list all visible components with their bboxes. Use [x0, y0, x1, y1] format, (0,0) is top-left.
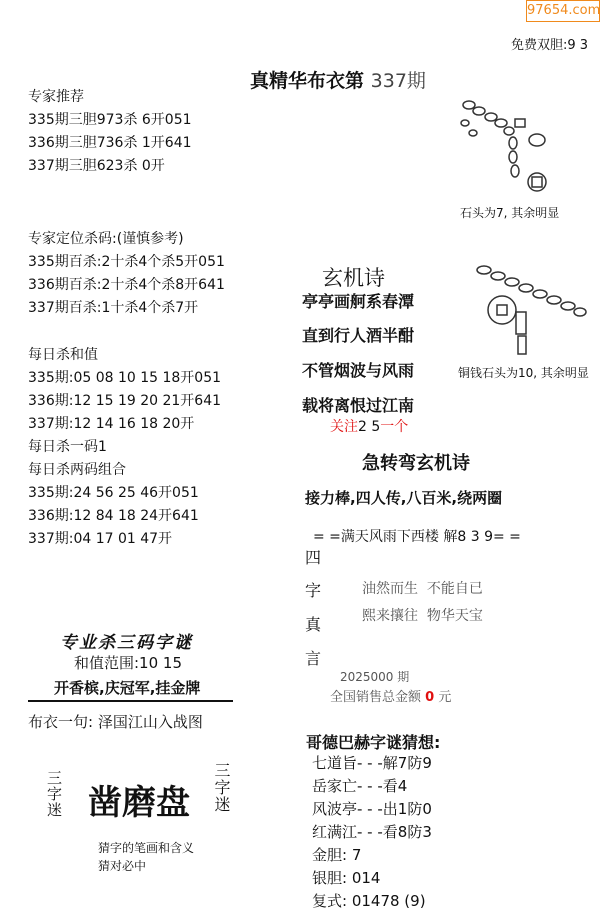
four-words-char: 四 — [305, 548, 322, 567]
sales-issue: 2025000 期 — [340, 670, 410, 684]
goethe-row: 银胆: 014 — [312, 869, 381, 887]
title-issue: 337期 — [370, 70, 426, 92]
daily-kill-two-heading: 每日杀两码组合 — [28, 462, 126, 478]
sales-label: 全国销售总金额 — [330, 690, 422, 705]
goethe-list — [312, 752, 432, 913]
goethe-row: 金胆: 7 — [312, 846, 362, 864]
poem-line: 直到行人酒半酣 — [302, 326, 415, 345]
goethe-row: 岳家亡- - -看4 — [312, 777, 408, 795]
daily-kill-sum-row: 337期:12 14 16 18 20开 — [28, 416, 195, 432]
turn-poem-line: 接力棒,四人传,八百米,绕两圈 — [305, 489, 503, 507]
daily-kill-one: 每日杀一码1 — [28, 439, 107, 455]
riddle-hint: 猜字的笔画和含义 — [98, 841, 195, 855]
expert-heading: 专家推荐 — [28, 89, 84, 105]
poem-line: 不管烟波与风雨 — [302, 361, 415, 380]
expert-row: 337期三胆623杀 0开 — [28, 158, 165, 174]
sales-unit: 元 — [438, 690, 452, 705]
position-kill-section — [28, 228, 225, 320]
sales-total — [330, 686, 451, 705]
goethe-row: 风波亭- - -出1防0 — [312, 800, 432, 818]
site-watermark: 97654.com — [526, 0, 600, 22]
goethe-row: 红满江- - -看8防3 — [312, 823, 432, 841]
turn-poem-title: 急转弯玄机诗 — [362, 453, 470, 474]
sum-range: 和值范围:10 15 — [74, 654, 182, 672]
buyi-line: 布衣一句: 泽国江山入战图 — [28, 713, 203, 731]
stones-caption: 石头为7, 其余明显 — [460, 206, 560, 220]
goethe-heading: 哥德巴赫字谜猜想: — [306, 733, 441, 752]
daily-kill-sum-heading: 每日杀和值 — [28, 347, 98, 363]
expert-row: 335期三胆973杀 6开051 — [28, 112, 192, 128]
goethe-row: 复式: 01478 (9) — [312, 892, 426, 910]
four-words-phrase: 物华天宝 — [426, 608, 483, 624]
sales-amount: 0 — [425, 690, 435, 705]
free-double-pick: 免费双胆:9 3 — [510, 38, 588, 53]
four-words-pair — [362, 578, 483, 598]
expert-section — [28, 86, 192, 178]
poem-line: 亭亭画舸系春潭 — [302, 292, 415, 311]
daily-kill-sum-section — [28, 344, 221, 551]
right-vertical-label: 三字迷 — [212, 762, 231, 813]
four-words-char: 真 — [305, 615, 322, 634]
coin-stones-illustration — [470, 262, 590, 357]
daily-kill-sum-row: 335期:05 08 10 15 18开051 — [28, 370, 222, 386]
four-words-char: 字 — [305, 581, 322, 600]
turn-poem-riddle: = =满天风雨下西楼 解8 3 9= = — [313, 529, 521, 545]
four-words-phrase: 不能自已 — [426, 581, 483, 597]
four-words-phrase: 油然而生 — [362, 581, 418, 597]
four-words-char: 言 — [305, 649, 322, 668]
four-words-phrase: 熙来攘往 — [362, 608, 418, 624]
stones-illustration — [455, 95, 565, 205]
page-title — [250, 66, 426, 93]
position-kill-heading: 专家定位杀码:(谨慎参考) — [28, 231, 184, 247]
position-kill-row: 335期百杀:2十杀4个杀5开051 — [28, 254, 225, 270]
follow-suffix: 一个 — [380, 419, 409, 435]
four-words-pair — [362, 605, 483, 625]
daily-kill-two-row: 337期:04 17 01 47开 — [28, 531, 173, 547]
poem-line: 载将离恨过江南 — [302, 396, 415, 415]
poem-title: 玄机诗 — [322, 266, 385, 290]
goethe-row: 七道旨- - -解7防9 — [312, 754, 432, 772]
left-vertical-label: 三字迷 — [45, 770, 63, 818]
riddle-hint: 猜对必中 — [98, 859, 147, 873]
riddle-heading: 专业杀三码字谜 — [60, 633, 193, 653]
expert-row: 336期三胆736杀 1开641 — [28, 135, 192, 151]
daily-kill-sum-row: 336期:12 15 19 20 21开641 — [28, 393, 222, 409]
big-riddle: 凿磨盘 — [88, 783, 190, 823]
riddle-divider — [28, 700, 233, 702]
follow-label: 关注 — [330, 419, 358, 435]
follow-line — [330, 416, 408, 436]
daily-kill-two-row: 336期:12 84 18 24开641 — [28, 508, 199, 524]
position-kill-row: 337期百杀:1十杀4个杀7开 — [28, 300, 199, 316]
coin-caption: 铜钱石头为10, 其余明显 — [458, 366, 589, 380]
position-kill-row: 336期百杀:2十杀4个杀8开641 — [28, 277, 225, 293]
title-main: 真精华布衣第 — [250, 70, 365, 92]
daily-kill-two-row: 335期:24 56 25 46开051 — [28, 485, 199, 501]
riddle-line: 开香槟,庆冠军,挂金牌 — [54, 679, 201, 697]
follow-number: 2 5 — [358, 419, 381, 435]
